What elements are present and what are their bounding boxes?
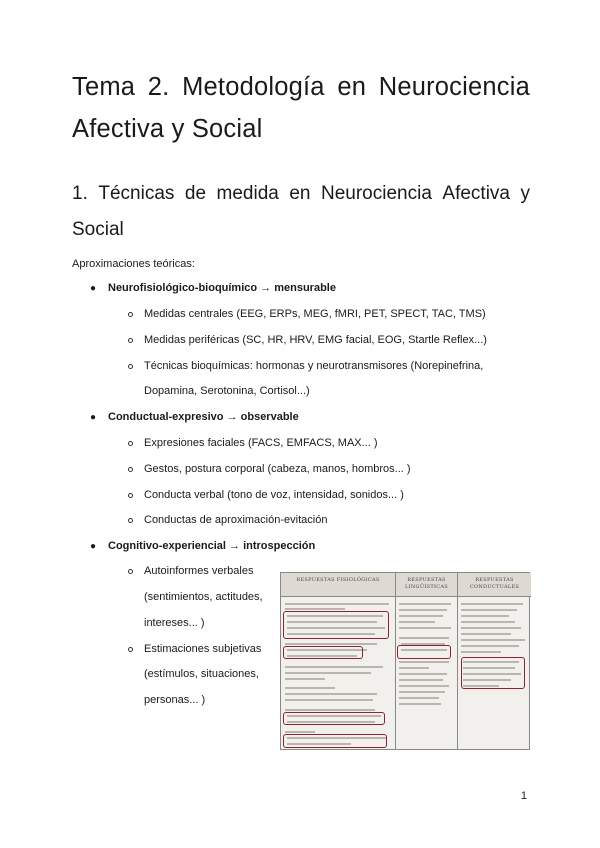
- illegible-text: [285, 643, 377, 645]
- illegible-text: [461, 621, 515, 623]
- table-header: RESPUESTAS FISIOLÓGICAS: [281, 573, 395, 597]
- illegible-text: [399, 667, 429, 669]
- heading-word: 1.: [72, 183, 88, 204]
- heading-word: y: [520, 183, 530, 204]
- illegible-text: [461, 603, 523, 605]
- highlight-box: [461, 657, 525, 689]
- page-number: 1: [520, 790, 527, 802]
- highlight-box: [283, 646, 363, 659]
- section-heading-line-1: [72, 176, 530, 212]
- illegible-text: [399, 673, 447, 675]
- approach-label: Neurofisiológico-bioquímico → mensurable: [108, 282, 336, 294]
- heading-word: en: [289, 183, 311, 204]
- illegible-text: [285, 603, 389, 605]
- illegible-text: [399, 615, 443, 617]
- illegible-text: [285, 608, 345, 610]
- list-item-text: personas... ): [144, 694, 206, 706]
- illegible-text: [285, 699, 373, 701]
- illegible-text: [285, 666, 383, 668]
- illegible-text: [399, 679, 443, 681]
- list-item-text: Medidas centrales (EEG, ERPs, MEG, fMRI, PET, SPECT, TAC, TMS): [144, 308, 486, 320]
- illegible-text: [461, 651, 501, 653]
- illegible-text: [285, 678, 325, 680]
- illegible-text: [399, 609, 447, 611]
- illegible-text: [399, 685, 449, 687]
- table-header: RESPUESTAS CONDUCTUALES: [458, 573, 531, 597]
- highlight-box: [283, 734, 387, 748]
- approach-behavioral: [90, 411, 299, 423]
- list-item-text: (sentimientos, actitudes,: [144, 591, 263, 603]
- title-word: Neurociencia: [378, 73, 530, 101]
- bullet-icon: ●: [90, 541, 97, 552]
- illegible-text: [285, 731, 315, 733]
- heading-word: Neurociencia: [321, 183, 432, 204]
- circle-bullet-icon: [128, 518, 133, 523]
- list-item-text: (estímulos, situaciones,: [144, 668, 259, 680]
- heading-word: medida: [216, 183, 279, 204]
- list-item-text: Medidas periféricas (SC, HR, HRV, EMG facial, EOG, Startle Reflex...): [144, 334, 487, 346]
- list-item-text: Estimaciones subjetivas: [144, 643, 262, 655]
- circle-bullet-icon: [128, 467, 133, 472]
- illegible-text: [285, 687, 335, 689]
- approach-label: Cognitivo-experiencial → introspección: [108, 540, 316, 552]
- approach-cognitive: [90, 540, 315, 552]
- list-item-text: intereses... ): [144, 617, 205, 629]
- illegible-text: [399, 603, 451, 605]
- title-word: en: [337, 73, 367, 101]
- approach-label: Conductual-expresivo → observable: [108, 411, 299, 423]
- illegible-text: [399, 697, 439, 699]
- illegible-text: [285, 693, 377, 695]
- page-title-line-2: Afectiva y Social: [72, 115, 263, 143]
- title-word: 2.: [147, 73, 170, 101]
- list-item-text: Dopamina, Serotonina, Cortisol...): [144, 385, 310, 397]
- section-heading: [72, 176, 530, 248]
- circle-bullet-icon: [128, 441, 133, 446]
- illegible-text: [285, 709, 375, 711]
- illegible-text: [461, 645, 519, 647]
- illegible-text: [399, 627, 451, 629]
- heading-word: Técnicas: [98, 183, 175, 204]
- title-word: Tema: [72, 73, 136, 101]
- circle-bullet-icon: [128, 569, 133, 574]
- title-word: Metodología: [182, 73, 325, 101]
- illegible-text: [285, 672, 371, 674]
- list-item-text: Conducta verbal (tono de voz, intensidad, sonidos... ): [144, 489, 404, 501]
- list-item-text: Gestos, postura corporal (cabeza, manos, hombros... ): [144, 463, 411, 475]
- response-table-image: [280, 572, 530, 750]
- list-item-text: Técnicas bioquímicas: hormonas y neurotransmisores (Norepinefrina,: [144, 360, 484, 372]
- illegible-text: [461, 627, 521, 629]
- circle-bullet-icon: [128, 364, 133, 369]
- illegible-text: [399, 637, 449, 639]
- circle-bullet-icon: [128, 493, 133, 498]
- circle-bullet-icon: [128, 338, 133, 343]
- illegible-text: [399, 703, 441, 705]
- heading-word: de: [184, 183, 207, 204]
- heading-word: Afectiva: [442, 183, 510, 204]
- highlight-box: [397, 645, 451, 659]
- illegible-text: [399, 621, 435, 623]
- highlight-box: [283, 712, 385, 725]
- table-header: RESPUESTAS LINGÜÍSTICAS: [396, 573, 457, 597]
- list-item-text: Autoinformes verbales: [144, 565, 254, 577]
- list-item-text: Expresiones faciales (FACS, EMFACS, MAX... ): [144, 437, 378, 449]
- page-title: [72, 66, 530, 150]
- illegible-text: [399, 691, 445, 693]
- approach-neurophysiological: [90, 282, 336, 294]
- illegible-text: [461, 615, 509, 617]
- illegible-text: [399, 661, 449, 663]
- section-heading-line-2: Social: [72, 219, 124, 240]
- illegible-text: [461, 609, 517, 611]
- bullet-icon: ●: [90, 412, 97, 423]
- illegible-text: [461, 633, 511, 635]
- circle-bullet-icon: [128, 647, 133, 652]
- page-title-line-1: [72, 66, 530, 108]
- highlight-box: [283, 611, 389, 639]
- circle-bullet-icon: [128, 312, 133, 317]
- list-item-text: Conductas de aproximación-evitación: [144, 514, 328, 526]
- illegible-text: [461, 639, 525, 641]
- intro-text: Aproximaciones teóricas:: [72, 258, 195, 270]
- bullet-icon: ●: [90, 283, 97, 294]
